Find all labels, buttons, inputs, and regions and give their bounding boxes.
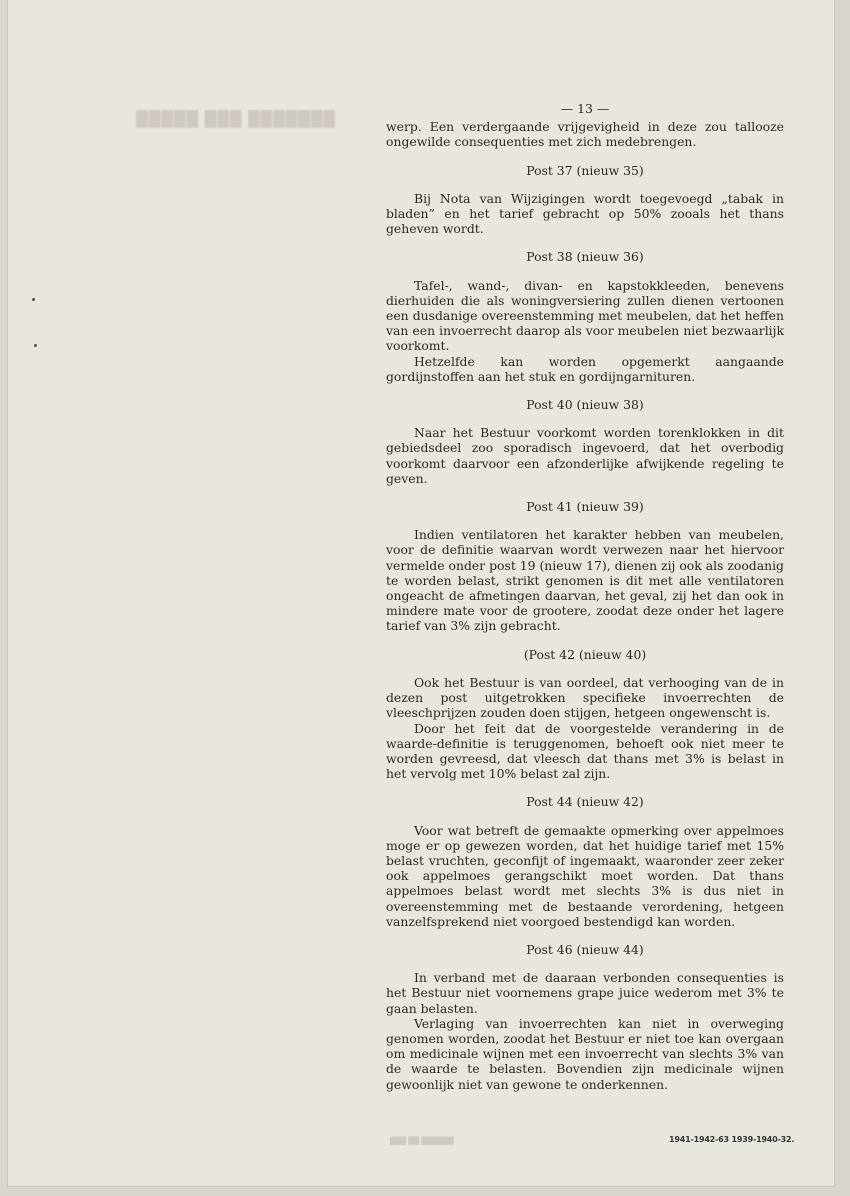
post-heading: Post 37 (nieuw 35) (526, 162, 644, 178)
paragraph: Indien ventilatoren het karakter hebben van meubelen, voor de definitie waarvan wordt verwezen naar het hiervoor vermelde onder post 19 (nieuw 17), dienen zij ook als zoodanig te worden belast, strikt genomen is dit met alle ventilatoren ongeacht de afmetingen daarvan, het geval, zij het dan ook in mindere mate voor de grootere, zoodat deze onder het lagere tarief van 3% zijn gebracht. (386, 527, 784, 634)
post-heading: Post 38 (nieuw 36) (526, 249, 644, 265)
footer-reference: 1941-1942-63 1939-1940-32. (669, 1135, 795, 1144)
paragraph: In verband met de daaraan verbonden consequenties is het Bestuur niet voornemens grape juice wederom met 3% te gaan belasten. (386, 970, 784, 1016)
paragraph: werp. Een verdergaande vrijgevigheid in deze zou tallooze ongewilde consequenties met zich medebrengen. (386, 119, 784, 150)
text-blocks (386, 119, 784, 1092)
post-heading: Post 46 (nieuw 44) (526, 941, 644, 957)
paragraph: Verlaging van invoerrechten kan niet in overweging genomen worden, zoodat het Bestuur er niet toe kan overgaan om medicinale wijnen met een invoerrecht van slechts 3% van de waarde te belasten. Bovendien zijn medicinale wijnen gewoonlijk niet van gewone te onderkennen. (386, 1015, 784, 1092)
bleed-through-footer: ███ ██ ██████ (390, 1137, 454, 1145)
paragraph: Hetzelfde kan worden opgemerkt aangaande gordijnstoffen aan het stuk en gordijngarnituren. (386, 353, 784, 384)
margin-mark (32, 298, 35, 301)
page-number: — 13 — (560, 101, 610, 116)
paragraph: Ook het Bestuur is van oordeel, dat verhooging van de in dezen post uitgetrokken specifieke invoerrechten de vleeschprijzen zouden doen stijgen, hetgeen ongewenscht is. (386, 674, 784, 721)
main-text-column (386, 101, 784, 1092)
post-heading: Post 41 (nieuw 39) (526, 499, 644, 515)
paragraph: Voor wat betreft de gemaakte opmerking over appelmoes moge er op gewezen worden, dat het huidige tarief met 15% belast vruchten, geconfijt of ingemaakt, waaronder zeer zeker ook appelmoes gerangschikt moet worden. Dat thans appelmoes belast wordt met slechts 3% is dus niet in overeenstemming met de bestaande verordening, hetgeen vanzelfsprekend niet voorgoed bestendigd kan worden. (386, 822, 784, 929)
margin-mark (34, 344, 37, 347)
paragraph: Door het feit dat de voorgestelde verandering in de waarde-definitie is teruggenomen, behoeft ook niet meer te worden gevreesd, dat vleesch dat thans met 3% is belast in het vervolg met 10% belast zal zijn. (386, 720, 784, 782)
bleed-through-text: █████ ███ ███████ (136, 110, 336, 128)
post-heading: Post 44 (nieuw 42) (526, 794, 644, 810)
paragraph: Bij Nota van Wijzigingen wordt toegevoegd „tabak in bladen” en het tarief gebracht op 50% zooals het thans geheven wordt. (386, 190, 784, 237)
post-heading: (Post 42 (nieuw 40) (523, 646, 647, 662)
paragraph: Tafel-, wand-, divan- en kapstokkleeden, benevens dierhuiden die als woningversiering zullen dienen vertoonen een dusdanige overeenstemming met meubelen, dat het heffen van een invoerrecht daarop als voor meubelen niet bezwaarlijk voorkomt. (386, 277, 784, 354)
document-page (8, 0, 834, 1186)
paragraph: Naar het Bestuur voorkomt worden torenklokken in dit gebiedsdeel zoo sporadisch ingevoerd, dat het overbodig voorkomt daarvoor een afzonderlijke afwijkende regeling te geven. (386, 425, 784, 486)
post-heading: Post 40 (nieuw 38) (526, 397, 644, 413)
